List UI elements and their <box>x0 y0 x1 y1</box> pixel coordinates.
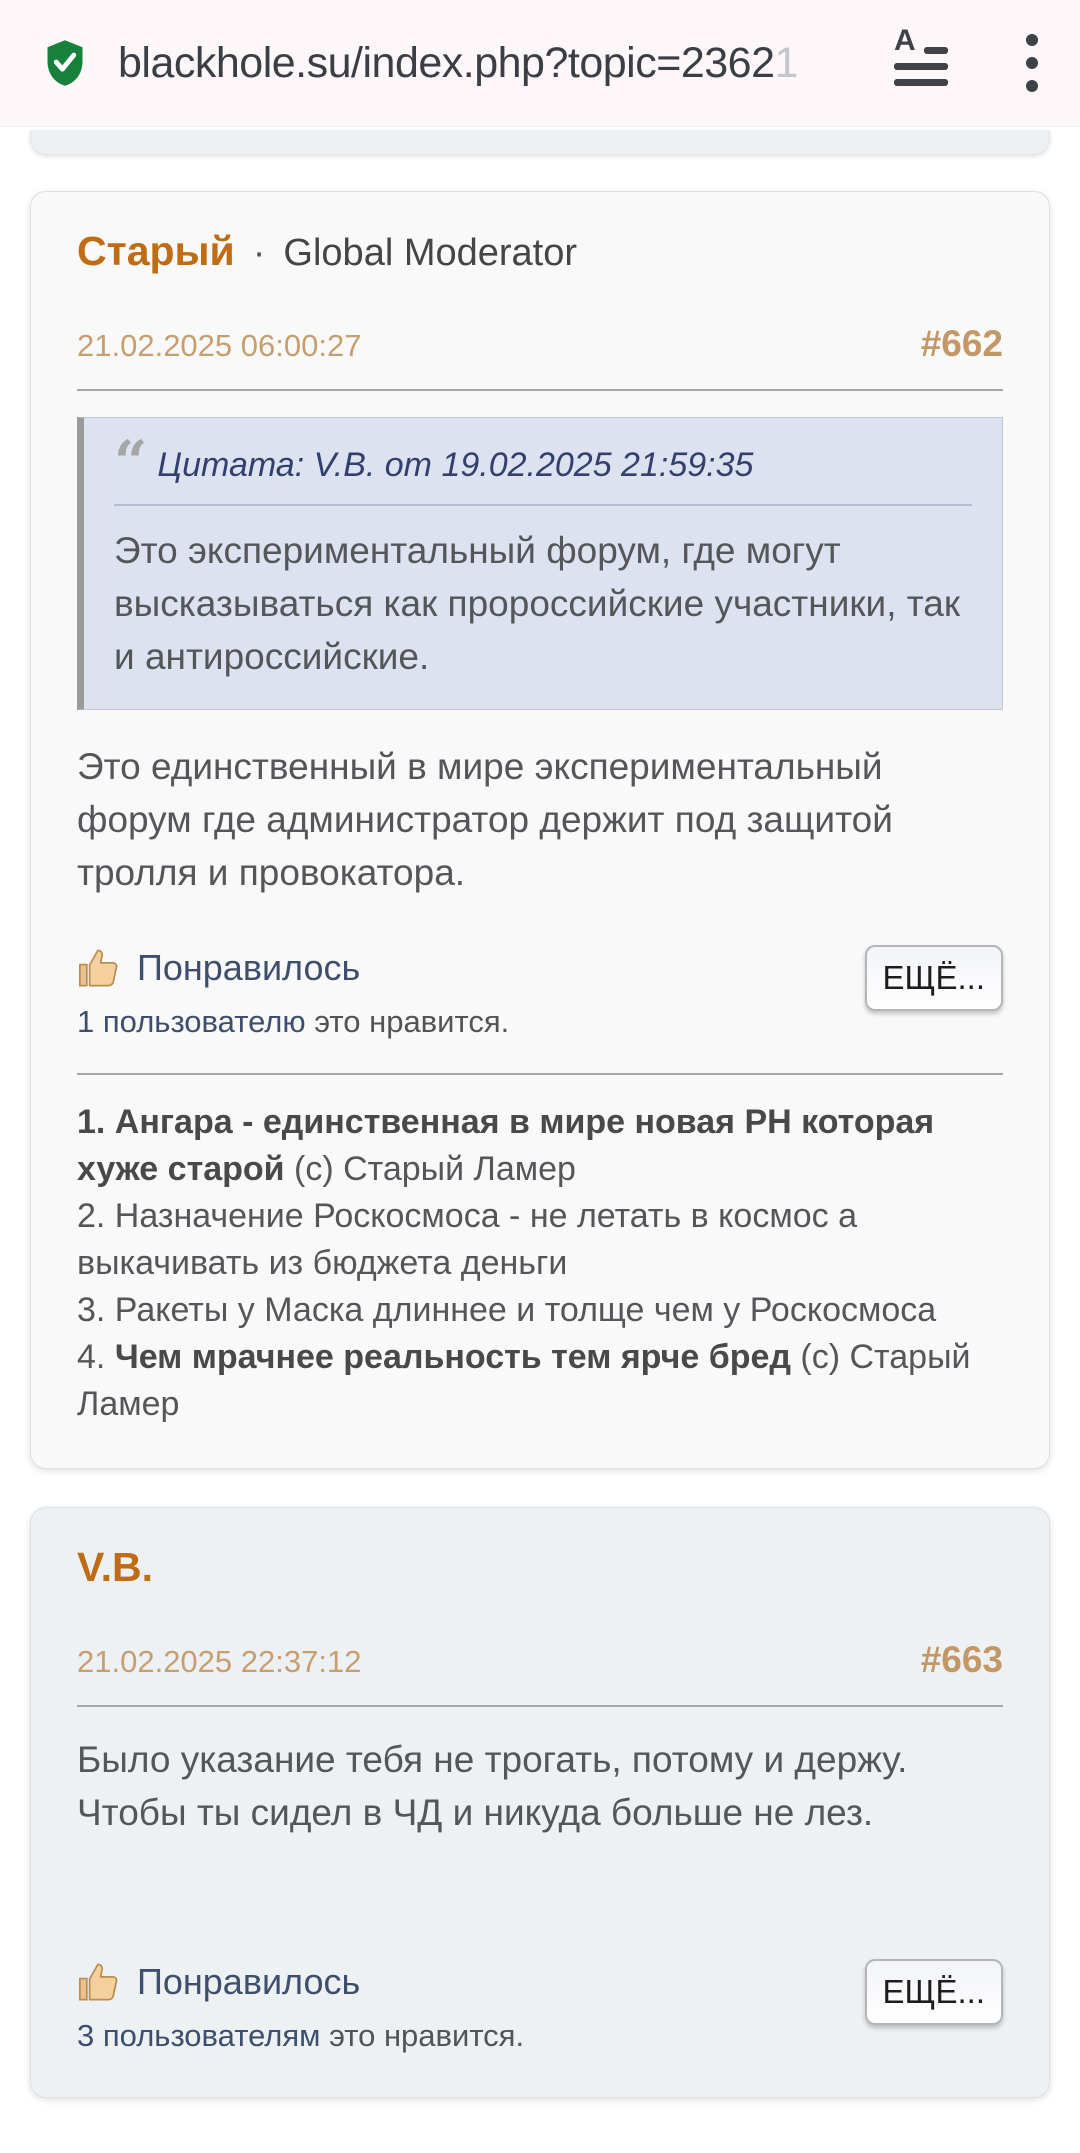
signature-line1-bold: 1. Ангара - единственная в мире новая РН которая хуже старой <box>77 1103 935 1188</box>
author-link[interactable]: Старый <box>77 228 235 274</box>
likes-count-line <box>77 1001 509 1043</box>
signature-line4-bold: Чем мрачнее реальность тем ярче бред <box>114 1338 791 1376</box>
signature-block <box>77 1099 1003 1428</box>
more-button[interactable]: ЕЩЁ... <box>865 945 1003 1011</box>
signature-line4-rest: (с) Старый Ламер <box>77 1338 971 1423</box>
quote-marks-icon: “ <box>114 428 144 496</box>
url-main: blackhole.su/index.php?topic=2362 <box>118 38 775 87</box>
post-author-row <box>77 1544 1003 1591</box>
post-date: 21.02.2025 06:00:27 <box>77 328 362 363</box>
post-meta-row <box>77 323 1003 365</box>
likes-rest-text: это нравится. <box>320 2018 525 2053</box>
quote-divider <box>114 504 972 506</box>
like-button[interactable] <box>77 945 509 991</box>
url-field[interactable] <box>118 39 866 88</box>
meta-divider <box>77 1705 1003 1707</box>
quote-source-link[interactable]: Цитата: V.B. от 19.02.2025 21:59:35 <box>157 446 754 484</box>
post-author-row <box>77 228 1003 275</box>
likes-count-line <box>77 2015 524 2057</box>
post-number-link[interactable]: #663 <box>920 1639 1003 1680</box>
post-card-662 <box>30 191 1050 1469</box>
like-label: Понравилось <box>137 947 361 988</box>
more-button[interactable]: ЕЩЁ... <box>865 1959 1003 2025</box>
post-number-link[interactable]: #662 <box>920 323 1003 364</box>
likes-users-link[interactable]: 3 пользователям <box>77 2018 321 2053</box>
author-separator: · <box>252 232 266 274</box>
likes-rest-text: это нравится. <box>305 1004 510 1039</box>
author-role: Global Moderator <box>283 232 578 274</box>
reader-mode-letter: A <box>894 24 916 57</box>
previous-post-partial <box>30 130 1050 155</box>
like-label: Понравилось <box>137 1961 361 2002</box>
like-button[interactable] <box>77 1959 524 2005</box>
browser-address-bar[interactable] <box>0 0 1080 127</box>
forum-thread-page <box>0 127 1080 2153</box>
post-date: 21.02.2025 22:37:12 <box>77 1644 362 1679</box>
signature-line3: 3. Ракеты у Маска длиннее и толще чем у Роскосмоса <box>77 1291 937 1329</box>
signature-line2: 2. Назначение Роскосмоса - не летать в космос а выкачивать из бюджета деньги <box>77 1197 857 1282</box>
post-text: Было указание тебя не трогать, потому и держу. Чтобы ты сидел в ЧД и никуда больше не лез. <box>77 1739 908 1833</box>
quote-header-row <box>114 428 972 496</box>
browser-menu-icon[interactable] <box>1026 34 1038 92</box>
post-card-663 <box>30 1507 1050 2098</box>
secure-shield-icon[interactable] <box>44 38 86 88</box>
thumbs-up-icon <box>77 945 123 991</box>
meta-divider <box>77 389 1003 391</box>
author-link[interactable]: V.B. <box>77 1544 153 1590</box>
likes-users-link[interactable]: 1 пользователю <box>77 1004 306 1039</box>
signature-line1-rest: (с) Старый Ламер <box>284 1150 576 1188</box>
reader-mode-icon[interactable] <box>894 24 948 86</box>
post-meta-row <box>77 1639 1003 1681</box>
url-truncated-char: 1 <box>774 38 798 87</box>
signature-divider <box>77 1073 1003 1075</box>
thumbs-up-icon <box>77 1959 123 2005</box>
post-text: Это единственный в мире экспериментальный форум где администратор держит под защитой тролля и провокатора. <box>77 746 893 893</box>
like-row <box>77 1959 1003 2057</box>
quote-text: Это экспериментальный форум, где могут высказываться как пророссийские участники, так и антироссийские. <box>114 530 961 677</box>
signature-line4-prefix: 4. <box>77 1338 115 1376</box>
like-row <box>77 945 1003 1043</box>
quote-block <box>77 417 1003 710</box>
